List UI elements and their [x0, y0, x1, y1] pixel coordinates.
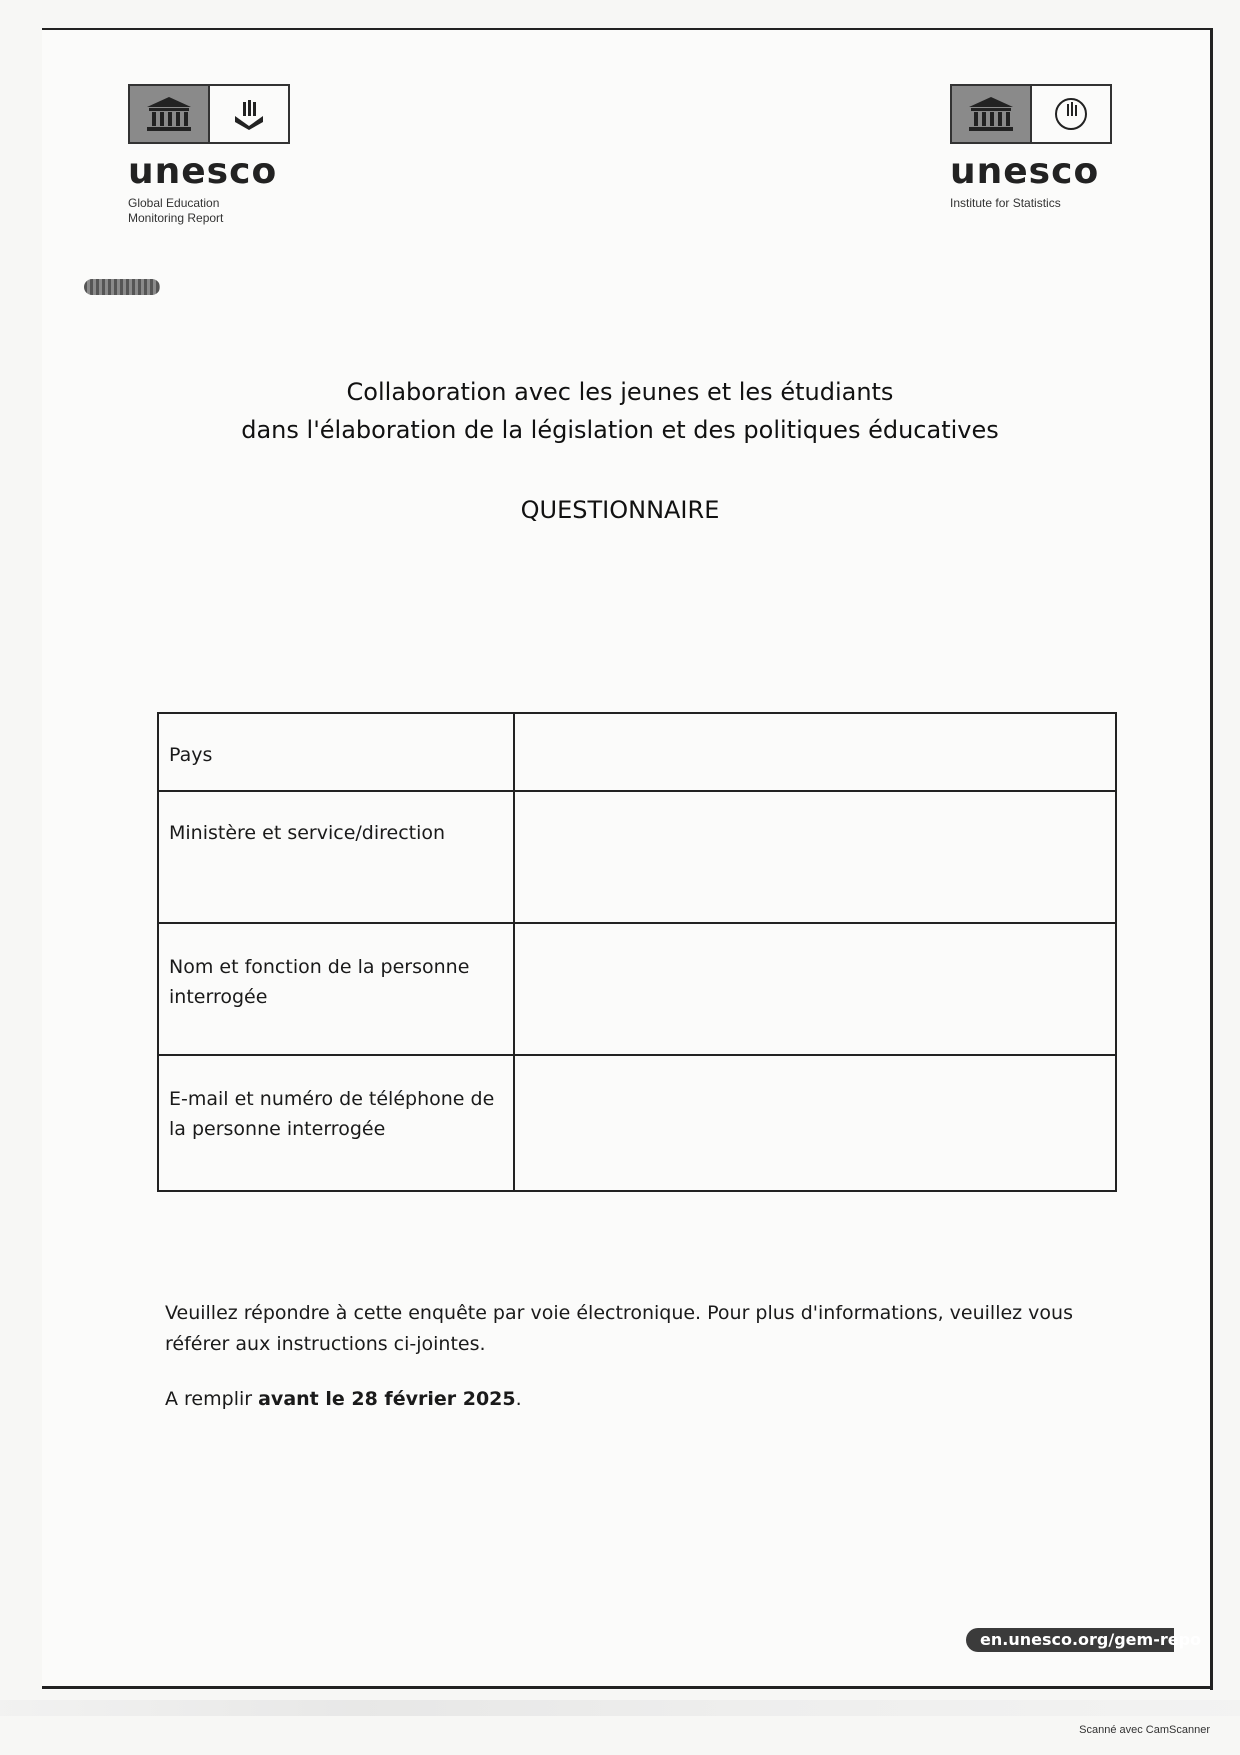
deadline-date: avant le 28 février 2025: [258, 1388, 516, 1410]
field-label-contact: E-mail et numéro de téléphone de la personne interrogée: [158, 1055, 514, 1191]
respondent-info-table: [157, 712, 1117, 1192]
unesco-gem-logo: [128, 84, 290, 226]
table-row: [158, 791, 1116, 923]
field-label-respondent-name: Nom et fonction de la personne interrogée: [158, 923, 514, 1055]
table-row: [158, 1055, 1116, 1191]
footer-url-link[interactable]: en.unesco.org/gem-repo: [966, 1628, 1174, 1652]
book-hand-icon: [210, 86, 288, 142]
logo-subtitle: [128, 196, 290, 226]
field-value-country[interactable]: [514, 713, 1116, 791]
scan-artifact: [0, 1700, 1240, 1716]
field-value-contact[interactable]: [514, 1055, 1116, 1191]
deadline-prefix: A remplir: [165, 1388, 259, 1410]
document-title-line-2: dans l'élaboration de la législation et des politiques éducatives: [241, 416, 999, 444]
logo-subtitle-line: Global Education: [128, 196, 220, 210]
deadline-text: [165, 1388, 522, 1410]
instructions-text: Veuillez répondre à cette enquête par voie électronique. Pour plus d'informations, veuillez vous référer aux instructions ci-jointes.: [165, 1302, 1073, 1355]
statistics-circle-icon: [1032, 86, 1110, 142]
logo-subtitle: Institute for Statistics: [950, 196, 1061, 210]
bottom-rule: [42, 1686, 1210, 1689]
temple-icon: [952, 86, 1032, 142]
field-label-ministry: Ministère et service/direction: [158, 791, 514, 923]
logo-emblem: [128, 84, 290, 144]
field-value-ministry[interactable]: [514, 791, 1116, 923]
deadline-suffix: .: [515, 1388, 522, 1410]
redacted-tag: [84, 279, 160, 295]
table-row: [158, 923, 1116, 1055]
logo-subtitle-line: Monitoring Report: [128, 211, 224, 225]
temple-icon: [130, 86, 210, 142]
logo-wordmark: unesco: [128, 151, 278, 192]
document-subtitle: QUESTIONNAIRE: [520, 496, 720, 524]
document-title-line-1: Collaboration avec les jeunes et les étudiants: [346, 378, 894, 406]
table-row: [158, 713, 1116, 791]
logo-wordmark: unesco: [950, 151, 1100, 192]
field-value-respondent-name[interactable]: [514, 923, 1116, 1055]
scanner-watermark: Scanné avec CamScanner: [1079, 1724, 1210, 1736]
unesco-uis-logo: [950, 84, 1112, 211]
logo-emblem: [950, 84, 1112, 144]
field-label-country: Pays: [158, 713, 514, 791]
